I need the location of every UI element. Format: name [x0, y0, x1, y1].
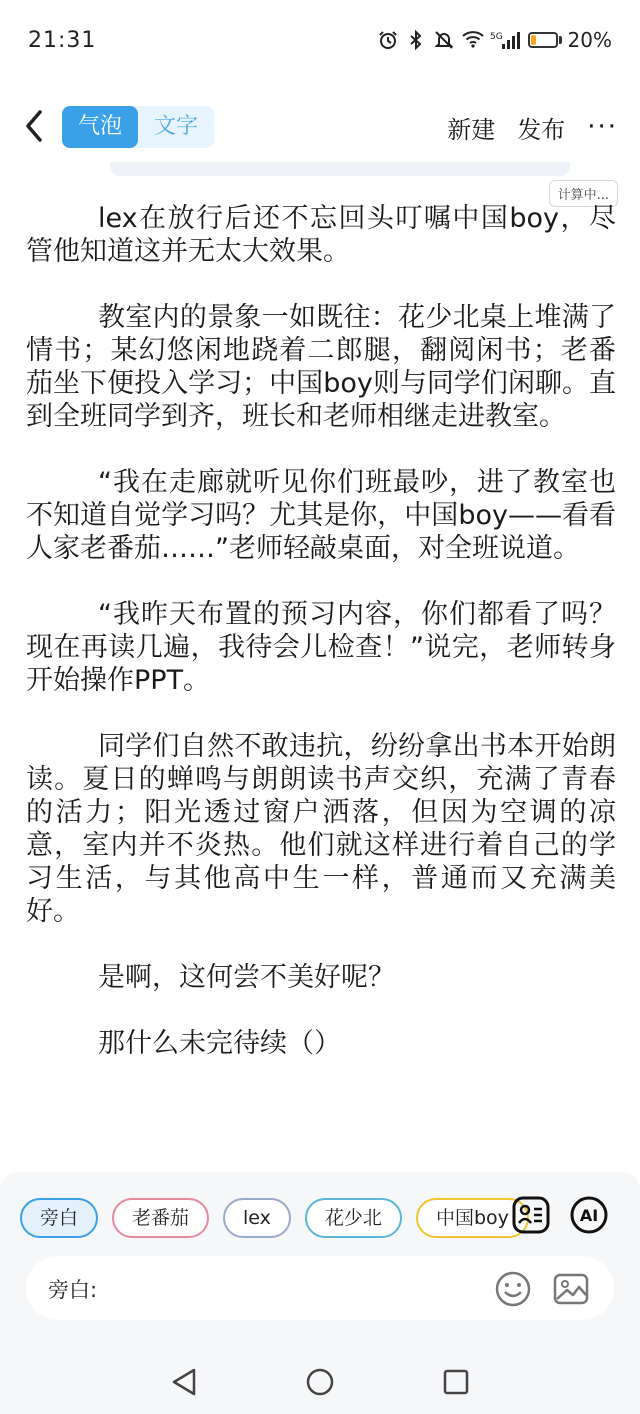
scroll-hint — [110, 162, 570, 176]
wifi-icon — [462, 30, 482, 50]
circle-home-icon — [304, 1366, 336, 1398]
tab-text[interactable]: 文字 — [153, 114, 198, 139]
status-icons — [378, 28, 612, 52]
status-bar — [0, 0, 640, 84]
alarm-icon — [378, 30, 398, 50]
role-chip-huashaobei[interactable]: 花少北 — [305, 1198, 402, 1238]
contact-card-icon — [511, 1195, 551, 1235]
message-input[interactable] — [106, 1270, 486, 1306]
role-chip-narrator[interactable]: 旁白 — [20, 1198, 98, 1238]
back-button[interactable] — [16, 104, 52, 148]
square-recents-icon — [441, 1367, 471, 1397]
bluetooth-icon — [406, 30, 426, 50]
new-button[interactable]: 新建 — [447, 115, 496, 144]
paragraph: “我在走廊就听见你们班最吵，进了教室也不知道自觉学习吗？尤其是你，中国boy——看看人家老番茄……”老师轻敲桌面，对全班说道。 — [26, 467, 616, 564]
input-role-label: 旁白: — [48, 1278, 98, 1302]
role-selector — [20, 1198, 509, 1238]
header-actions — [447, 106, 618, 148]
ai-icon — [569, 1195, 609, 1235]
paragraph: 同学们自然不敢违抗，纷纷拿出书本开始朗读。夏日的蝉鸣与朗朗读书声交织，充满了青春的活力；阳光透过窗户洒落，但因为空调的凉意，室内并不炎热。他们就这样进行着自己的学习生活，与其他高中生一样，普通而又充满美好。 — [26, 731, 616, 927]
ai-button[interactable] — [568, 1194, 610, 1236]
status-time: 21:31 — [28, 28, 97, 53]
paragraph: 教室内的景象一如既往：花少北桌上堆满了情书；某幻悠闲地跷着二郎腿，翻阅闲书；老番茄坐下便投入学习；中国boy则与同学们闲聊。直到全班同学到齐，班长和老师相继走进教室。 — [26, 302, 616, 432]
network-label: 5G — [489, 32, 503, 42]
publish-button[interactable]: 发布 — [517, 115, 566, 144]
role-chip-lex[interactable]: lex — [223, 1198, 291, 1238]
role-chip-laofanqie[interactable]: 老番茄 — [112, 1198, 209, 1238]
system-nav-bar — [0, 1348, 640, 1414]
triangle-back-icon — [169, 1366, 199, 1398]
image-icon — [552, 1270, 590, 1308]
mute-icon — [434, 30, 454, 50]
message-input-row — [26, 1256, 614, 1320]
character-list-button[interactable] — [510, 1194, 552, 1236]
input-panel — [0, 1172, 640, 1348]
paragraph: “我昨天布置的预习内容，你们都看了吗？现在再读几遍，我待会儿检查！”说完，老师转身开始操作PPT。 — [26, 599, 616, 696]
more-button[interactable]: ··· — [587, 112, 618, 142]
nav-recent-button[interactable] — [436, 1362, 476, 1402]
story-text[interactable] — [26, 202, 616, 1093]
paragraph: 是啊，这何尝不美好呢？ — [98, 962, 395, 993]
battery-icon — [528, 28, 612, 52]
story-content[interactable] — [0, 170, 640, 1170]
paragraph: 那什么未完待续（） — [98, 1028, 341, 1059]
signal-icon — [490, 30, 520, 50]
nav-home-button[interactable] — [300, 1362, 340, 1402]
nav-back-button[interactable] — [164, 1362, 204, 1402]
chevron-left-icon — [22, 108, 46, 144]
role-chip-zhongguoboy[interactable]: 中国boy — [416, 1198, 529, 1238]
battery-percent: 20% — [567, 28, 612, 52]
image-button[interactable] — [552, 1270, 590, 1308]
smiley-icon — [494, 1270, 532, 1308]
calc-badge: 计算中... — [549, 180, 618, 207]
editor-header — [0, 84, 640, 170]
tab-bubble[interactable]: 气泡 — [62, 106, 138, 148]
paragraph: lex在放行后还不忘回头叮嘱中国boy，尽管他知道这并无太大效果。 — [26, 203, 616, 267]
mode-toggle — [62, 106, 214, 148]
ai-label: AI — [579, 1206, 599, 1225]
emoji-button[interactable] — [494, 1270, 532, 1308]
